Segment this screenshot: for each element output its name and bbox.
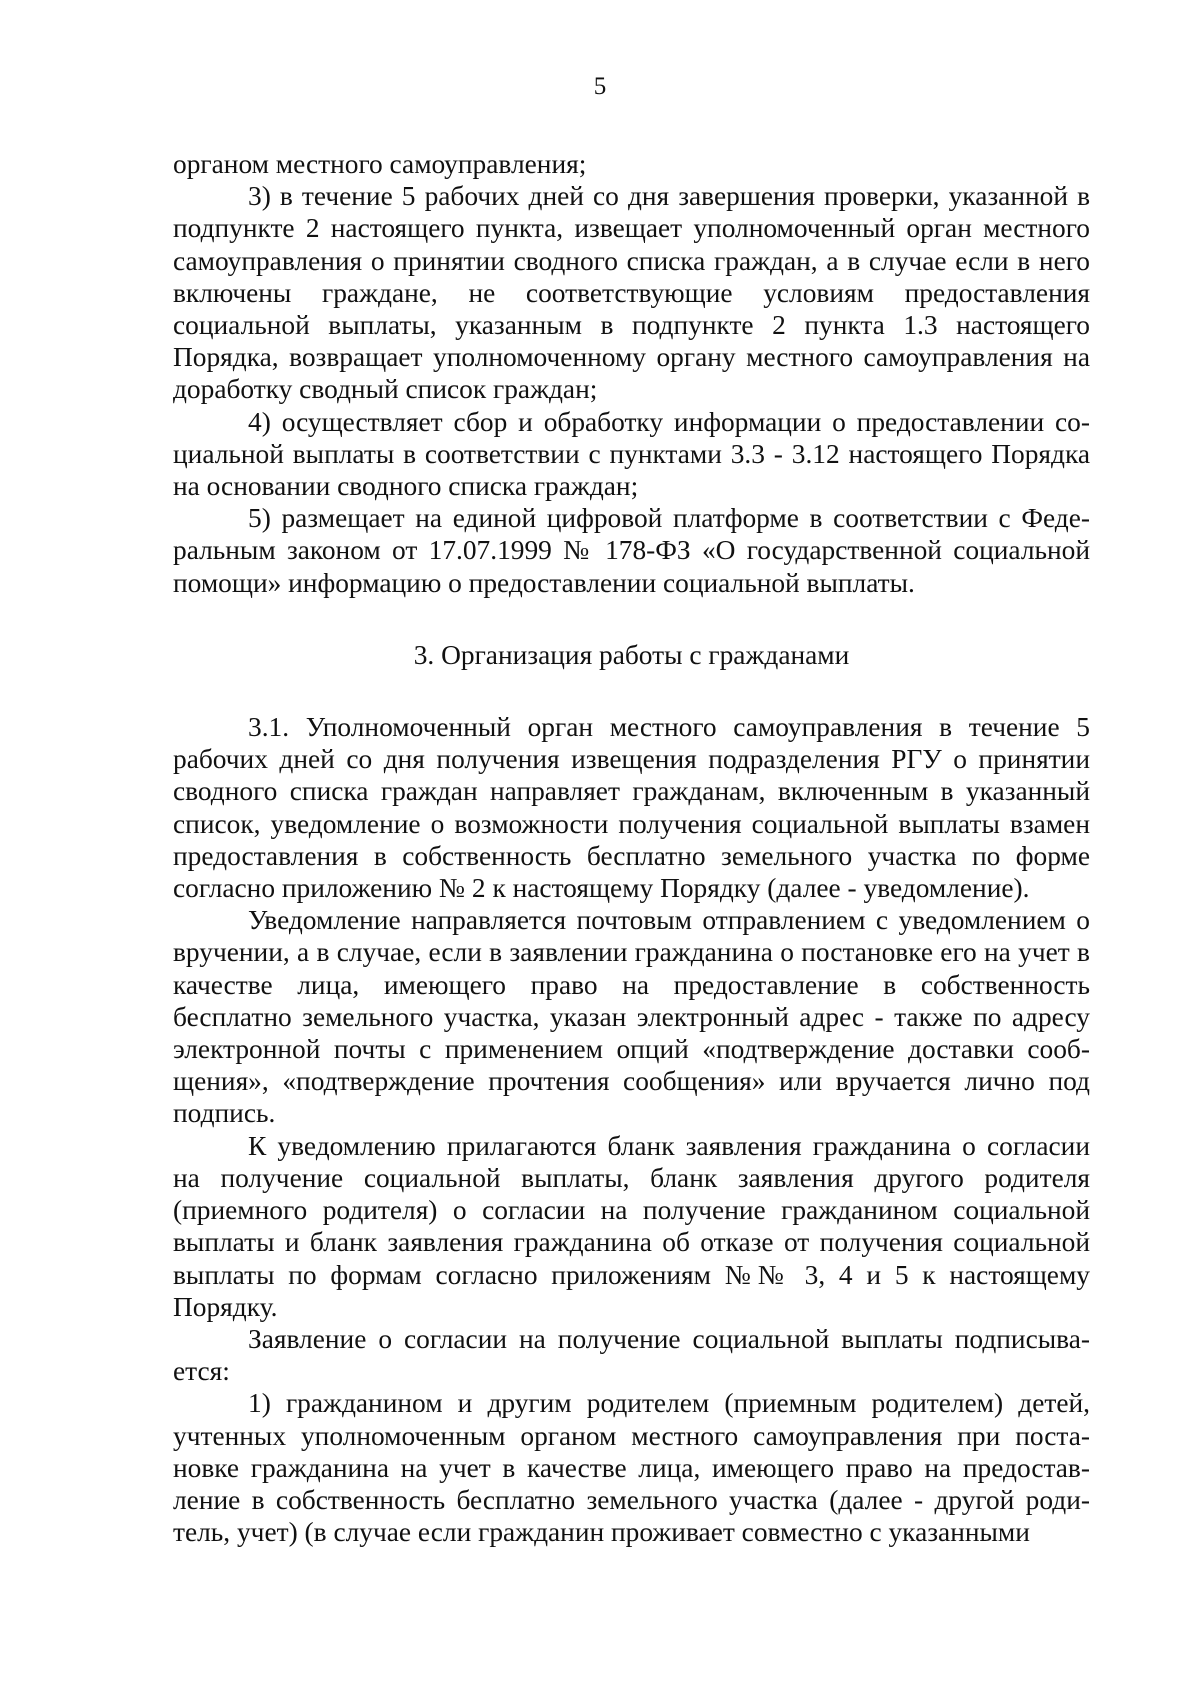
paragraph-signatory-1: 1) гражданином и другим родителем (приемным родителем) детей, учтенных уполномоченным органом местного самоуправления при постановке гражданина на учет в качестве лица, имеющего право на предоставление в собственность бесплатно земельного участка (далее - другой родитель, учет) (в случае если гражданин проживает совместно с указанными	[173, 1388, 1090, 1548]
paragraph-item-3: 3) в течение 5 рабочих дней со дня завершения проверки, указанной в подпункте 2 настоящего пункта, извещает уполномоченный орган местного самоуправления о принятии сводного списка граждан, а в случае если в него включены граждане, не соответствующие условиям предоставления социальной выплаты, указанным в подпункте 2 пункта 1.3 настоящего Порядка, возвращает уполномоченному органу местного самоуправления на доработку сводный список граждан;	[173, 181, 1090, 405]
paragraph-3-1: 3.1. Уполномоченный орган местного самоуправления в течение 5 рабочих дней со дня получения извещения подразделения РГУ о принятии сводного списка граждан направляет гражданам, включенным в указанный список, уведомление о возможности получения социальной выплаты взамен предоставления в собственность бесплатно земельного участка по форме согласно приложению № 2 к настоящему Порядку (далее - уведомление).	[173, 712, 1090, 904]
paragraph-attachments: К уведомлению прилагаются бланк заявления гражданина о согласии на получение социальной выплаты, бланк заявления другого родителя (приемного родителя) о согласии на получение гражданином социальной выплаты и бланк заявления гражданина об отказе от получения социальной выплаты по формам согласно приложениям №№ 3, 4 и 5 к настоящему Порядку.	[173, 1130, 1090, 1322]
paragraph-item-5: 5) размещает на единой цифровой платформе в соответствии с Федеральным законом от 17.07.1999 № 178-ФЗ «О государственной социальной помощи» информацию о предоставлении социальной выплаты.	[173, 503, 1090, 598]
paragraph-consent-signature: Заявление о согласии на получение социальной выплаты подписывается:	[173, 1323, 1090, 1387]
section-heading: 3. Организация работы с гражданами	[413, 639, 850, 670]
paragraph-item-4: 4) осуществляет сбор и обработку информации о предоставлении социальной выплаты в соответствии с пунктами 3.3 - 3.12 настоящего Порядка на основании сводного списка граждан;	[173, 406, 1090, 502]
paragraph-continuation: органом местного самоуправления;	[173, 149, 587, 179]
page-number: 5	[593, 73, 607, 100]
paragraph-notification-delivery: Уведомление направляется почтовым отправлением с уведомлением о вручении, а в случае, если в заявлении гражданина о постановке его на учет в качестве лица, имеющего право на предоставление в собственность бесплатно земельного участка, указан электронный адрес - также по адресу электронной почты с применением опций «подтверждение доставки сообщения», «подтверждение прочтения сообщения» или вручается лично под подпись.	[173, 905, 1090, 1129]
document-body	[173, 148, 1090, 1548]
